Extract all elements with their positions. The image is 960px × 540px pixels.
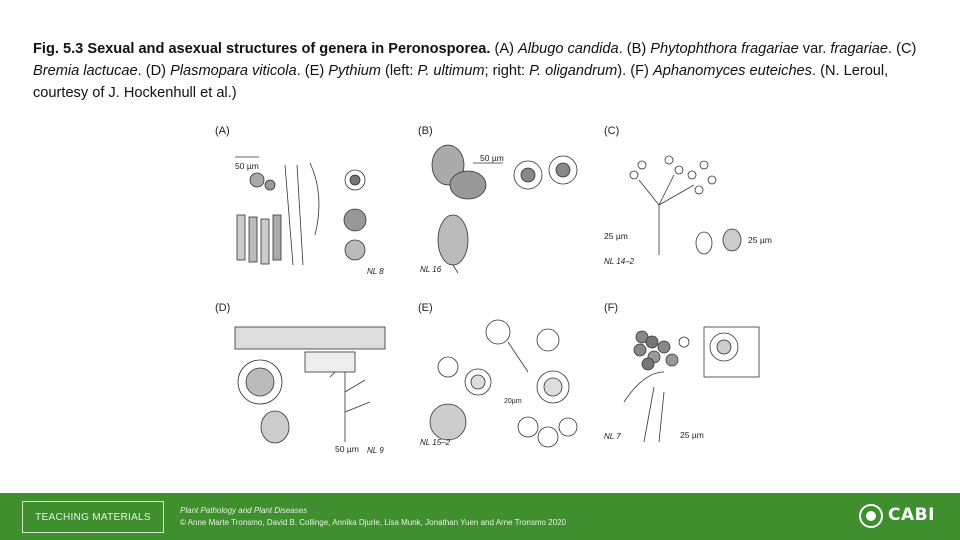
panel-e-ref: NL 15–2 [420,438,451,447]
panel-d-ref: NL 9 [367,446,384,455]
caption-part: (A) [490,41,519,57]
caption-part: var. [798,41,831,57]
cabi-logo-text: CABI [888,505,935,525]
panel-b-label: (B) [418,125,433,137]
teaching-materials-box: TEACHING MATERIALS [22,501,164,533]
panel-c-drawing [604,125,784,275]
cabi-logo [858,503,934,529]
caption-part: . (N. Leroul, courtesy of J. Hockenhull et al.) [33,63,889,101]
panel-e [418,302,588,457]
caption-part: fragariae [830,41,888,57]
panel-a-label: (A) [215,125,230,137]
caption-part: Pythium [328,63,381,79]
panel-d-scale-2: 50 µm [335,444,359,454]
panel-c [604,125,784,275]
caption-part: . (D) [137,63,171,79]
caption-part: . (E) [296,63,329,79]
panel-d-label: (D) [215,302,231,314]
caption-part: . (C) [887,41,917,57]
panel-e-drawing [418,302,588,457]
caption-part: . (B) [618,41,651,57]
caption-part: P. ultimum [417,63,485,79]
panel-d [215,302,395,457]
caption-part: Aphanomyces euteiches [652,63,812,79]
panel-a-ref: NL 8 [367,267,384,276]
caption-part: ). (F) [617,63,653,79]
panel-e-label: (E) [418,302,433,314]
copyright-authors: © Anne Marte Tronsmo, David B. Collinge, Annika Djurle, Lisa Munk, Jonathan Yuen and Arne Tronsmo 2020 [180,518,566,527]
caption-part: Phytophthora fragariae [650,41,799,57]
caption-part: Plasmopara viticola [170,63,297,79]
panel-f-ref: NL 7 [604,432,621,441]
panel-f-label: (F) [604,302,619,314]
panel-c-scale-2: 25 µm [748,235,772,245]
panel-a-drawing [215,125,395,275]
panel-a-scale: 50 µm [235,161,259,171]
panel-d-drawing [215,302,395,457]
panel-f [604,302,784,457]
panel-b-drawing [418,125,588,275]
caption-part: Albugo candida [518,41,619,57]
panel-b-ref: NL 16 [420,265,442,274]
footer-bar [0,493,960,540]
caption-title: Fig. 5.3 Sexual and asexual structures of genera in Peronosporea. [33,41,491,57]
caption-part: P. oligandrum [529,63,618,79]
caption-part: Bremia lactucae [33,63,138,79]
book-title: Plant Pathology and Plant Diseases [180,506,308,515]
panel-a [215,125,395,275]
cabi-emblem-icon [858,503,884,529]
caption-part: (left: [380,63,418,79]
panel-c-ref: NL 14–2 [604,257,635,266]
panel-c-label: (C) [604,125,620,137]
panel-c-scale-1: 25 µm [604,231,628,241]
caption-part: ; right: [484,63,530,79]
panel-e-scale: 20µm [504,398,522,405]
panel-b-scale: 50 µm [480,153,504,163]
panel-f-scale: 25 µm [680,430,704,440]
panel-b [418,125,588,275]
figure-caption [33,38,933,104]
